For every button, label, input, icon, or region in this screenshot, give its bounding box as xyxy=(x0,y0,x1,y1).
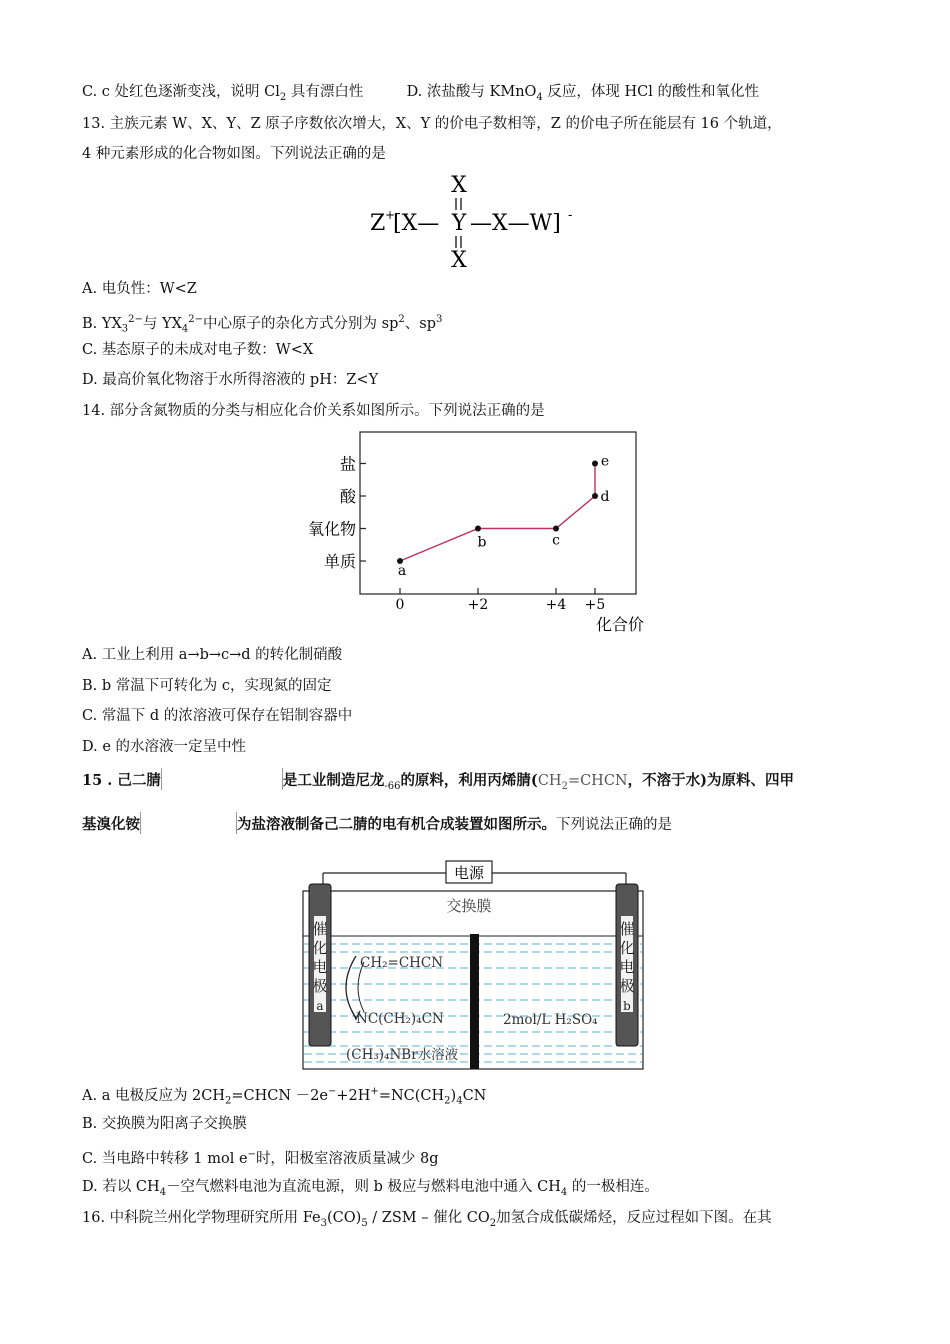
point-d xyxy=(592,493,598,499)
x-tick-label: +4 xyxy=(545,597,567,613)
q13-stem-line1: 13. 主族元素 W、X、Y、Z 原子序数依次增大，X、Y 的价电子数相等，Z 的价电子所在能层有 16 个轨道， xyxy=(82,116,782,132)
point-label-a: a xyxy=(397,563,407,579)
q16-stem: 16. 中科院兰州化学物理研究所用 $Fe_3(CO)_5$ / ZSM – 催化 $CO_2$加氢合成低碳烯烃，反应过程如下图。在其 xyxy=(82,1210,772,1229)
exchange-membrane xyxy=(470,934,479,1069)
q13-option-d: D. 最高价氧化物溶于水所得溶液的 pH：Z<Y xyxy=(82,372,379,388)
electrode-char: 化 xyxy=(619,939,635,957)
q12-option-c: C. c 处红色逐渐变浅，说明 $Cl_2$ 具有漂白性 xyxy=(82,84,364,103)
q12-option-d: D. 浓盐酸与 KMnO$_4$ 反应，体现 HCl 的酸性和氧化性 xyxy=(406,84,760,103)
q15-option-d: D. 若以 $CH_4-$空气燃料电池为直流电源，则 b 极应与燃料电池中通入 $CH_4$ 的一极相连。 xyxy=(82,1179,659,1198)
q13-option-a: A. 电负性：W<Z xyxy=(82,281,197,297)
point-b xyxy=(475,526,481,532)
struct-y: Y xyxy=(451,211,467,236)
chart-xlabel: 化合价 xyxy=(595,615,645,634)
struct-plus: + xyxy=(385,208,396,222)
struct-bottom-x: X xyxy=(451,248,467,272)
electrode-char: 电 xyxy=(312,958,328,976)
y-tick-label: 盐 xyxy=(339,454,356,474)
y-tick-label: 酸 xyxy=(339,487,356,506)
electrode-char: 化 xyxy=(312,939,328,957)
tetramethylammonium-bromide-placeholder xyxy=(140,812,237,834)
point-label-d: d xyxy=(600,489,610,505)
q13-structure-formula xyxy=(360,168,580,272)
q14-option-a: A. 工业上利用 a→b→c→d 的转化制硝酸 xyxy=(82,647,343,663)
q14-stem: 14. 部分含氮物质的分类与相应化合价关系如图所示。下列说法正确的是 xyxy=(82,403,545,419)
electrode-char: 催 xyxy=(619,920,635,938)
q15-option-b: B. 交换膜为阳离子交换膜 xyxy=(82,1116,247,1132)
adiponitrile-structure-placeholder xyxy=(161,768,283,790)
q15-option-a: A. a 电极反应为 $2CH_2=CHCN -2e^-+2H^+=NC(CH_2)_4CN$ xyxy=(82,1086,487,1107)
q13-option-b: B. $YX_3^{2-}$与 $YX_4^{2-}$中心原子的杂化方式分别为 $sp^2$、$sp^3$ xyxy=(82,314,443,335)
left-solution-label: (CH₃)₄NBr水溶液 xyxy=(346,1047,459,1063)
electrolysis-apparatus xyxy=(298,856,648,1078)
electrode-char: 极 xyxy=(619,977,635,995)
point-c xyxy=(553,526,559,532)
electrode-char: 催 xyxy=(312,920,328,938)
point-e xyxy=(592,461,598,467)
conversion-arrow xyxy=(346,956,356,1018)
y-tick-label: 单质 xyxy=(323,552,356,571)
electrode-char: a xyxy=(316,999,324,1013)
q13-stem-line2: 4 种元素形成的化合物如图。下列说法正确的是 xyxy=(82,146,386,162)
q12-options xyxy=(82,82,759,108)
series-line xyxy=(400,464,595,562)
reactant-label: CH₂=CHCN xyxy=(360,955,444,971)
q15-stem-line2: 基溴化铵 为盐溶液制备己二腈的电有机合成装置如图所示。下列说法正确的是 xyxy=(82,812,672,835)
q14-option-d: D. e 的水溶液一定呈中性 xyxy=(82,739,247,755)
electrode-char: 电 xyxy=(619,958,635,976)
struct-minus: - xyxy=(568,208,573,223)
x-tick-label: 0 xyxy=(395,597,405,613)
electrode-char: b xyxy=(623,999,631,1013)
q15-stem-line1: 15 . 己二腈 是工业制造尼龙$_{-66}$的原料，利用丙烯腈($CH_2=CHCN$，不溶于水)为原料、四甲 xyxy=(82,768,794,797)
struct-rest: —X—W] xyxy=(470,211,561,236)
right-solution-label: 2mol/L H₂SO₄ xyxy=(503,1012,598,1028)
q14-option-c: C. 常温下 d 的浓溶液可保存在铝制容器中 xyxy=(82,708,353,724)
x-tick-label: +2 xyxy=(467,597,489,613)
point-label-c: c xyxy=(552,532,560,549)
point-label-b: b xyxy=(477,534,487,551)
struct-top-x: X xyxy=(451,173,467,198)
struct-z: Z xyxy=(370,211,386,236)
electrode-char: 极 xyxy=(312,977,328,995)
x-tick-label: +5 xyxy=(584,597,606,613)
membrane-label: 交换膜 xyxy=(446,897,492,915)
q13-option-c: C. 基态原子的未成对电子数：W<X xyxy=(82,342,314,358)
y-tick-label: 氧化物 xyxy=(307,519,356,539)
product-label: NC(CH₂)₄CN xyxy=(356,1011,444,1027)
struct-bracket-left: [X— xyxy=(393,211,440,236)
point-label-e: e xyxy=(600,453,610,470)
power-source-label: 电源 xyxy=(453,864,485,882)
nitrogen-valence-chart xyxy=(290,425,660,640)
q14-option-b: B. b 常温下可转化为 c，实现氮的固定 xyxy=(82,678,332,694)
q15-option-c: C. 当电路中转移 1 mol e−时，阳极室溶液质量减少 8g xyxy=(82,1149,439,1167)
